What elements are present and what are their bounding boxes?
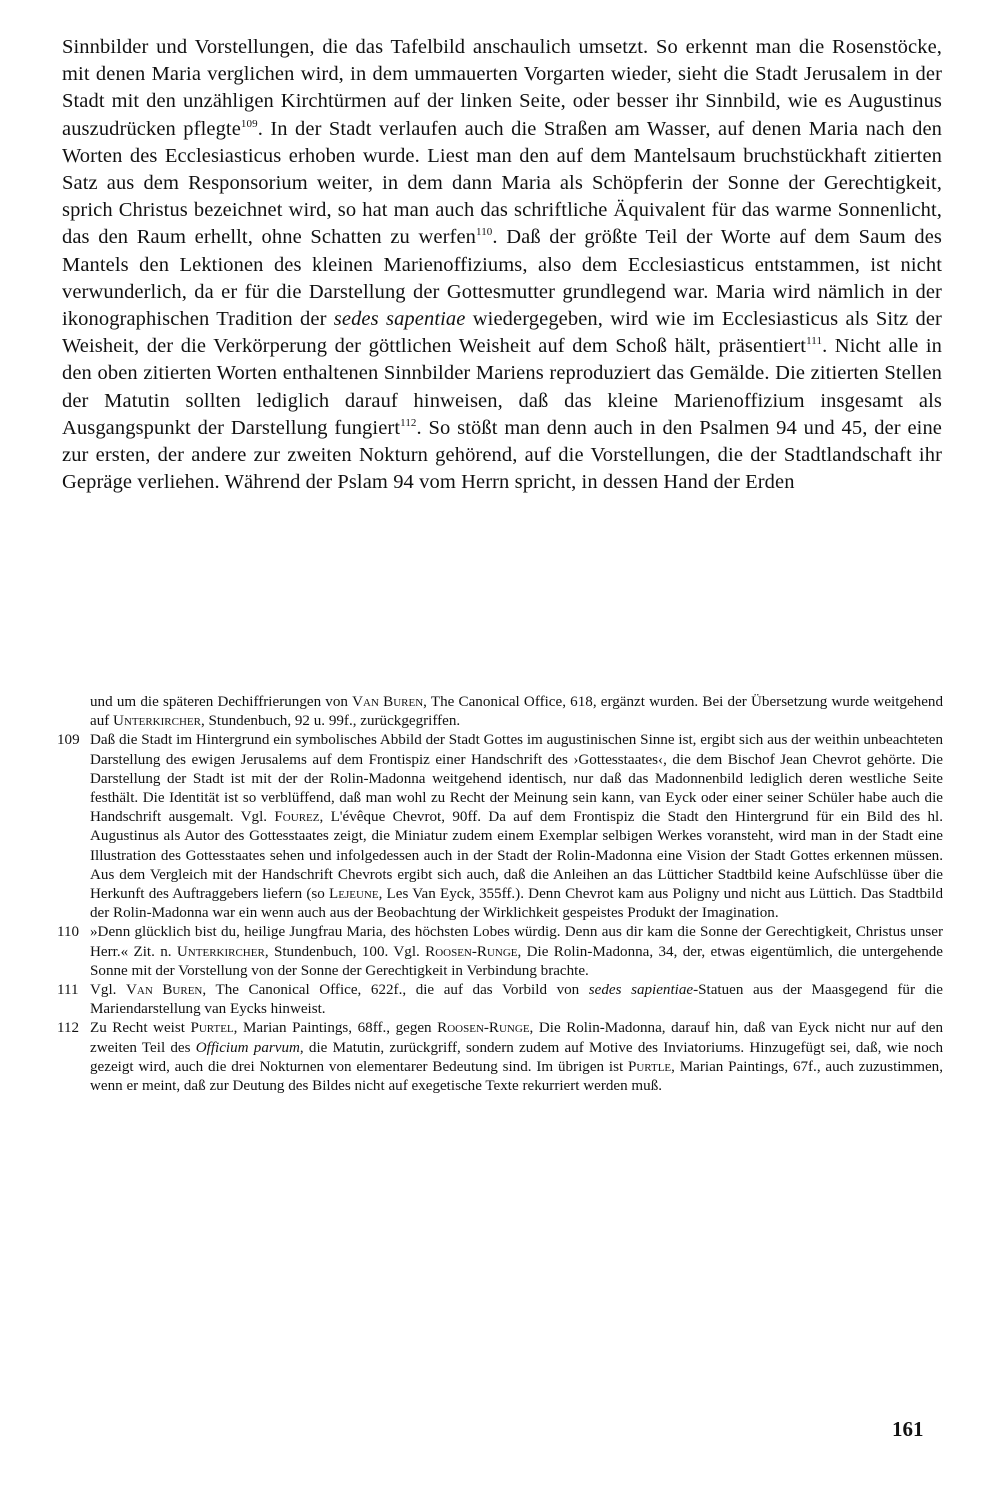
footnote-ref-111: 111 [806, 335, 823, 348]
italic-term: Officium parvum [195, 1039, 300, 1056]
text-run: . In der Stadt verlaufen auch die Straßen am Wasser, auf denen Maria nach den Worten des Ecclesiasticus erhoben wurde. Liest man den auf dem Mantelsaum bruchstückhaft zitierten Satz aus dem Responsorium weiter, in dem dann Maria als Schöpferin der Sonne der Gerechtigkeit, sprich Christus bezeichnet wird, so hat man auch das schriftliche Äquivalent für das warme Sonnenlicht, das den Raum erhellt, ohne Schatten zu werfen [62, 117, 942, 249]
text-run: , Marian Paintings, 68ff., gegen [233, 1020, 438, 1037]
text-run: , Stundenbuch, 92 u. 99f., zurückgegriffen. [200, 713, 461, 730]
page-number: 161 [892, 1417, 924, 1441]
text-run: Sinnbilder und Vorstellungen, die das Tafelbild anschaulich umsetzt. So erkennt man die Rosenstöcke, mit denen Maria verglichen wird, in dem ummauerten Vorgarten wieder, sieht die Stadt Jerusalem in der Stadt mit den unzähligen Kirchtürmen auf der linken Seite, oder besser ihr Sinnbild, wie es Augustinus auszudrücken pflegte [62, 36, 942, 140]
text-run: , die Matutin, zurückgriff, sondern zudem auf Motive des Inviatoriums. Hinzugefügt sei, daß, wie noch gezeigt wird, auch die drei Nokturnen von elementarer Bedeutung sind. Im übrigen ist [90, 1039, 943, 1075]
footnote-ref-112: 112 [400, 416, 417, 429]
text-run: Vgl. [90, 982, 126, 999]
author-name: Van Buren [352, 694, 424, 710]
author-name: Unterkircher [176, 943, 265, 960]
footnote-number: 109 [57, 732, 80, 749]
text-run: , L'évêque Chevrot, 90ff. Da auf dem Frontispiz die Stadt den Hintergrund für ein Bild des hl. Augustinus als Autor des Gottesstaates zeigt, die Miniatur zudem einem Exemplar selbigen Werkes voransteht, wird man in der Stadt eine Illustration des Gottesstaates sehen und infolgedessen auch in der Stadt der Rolin-Madonna eine Vision der Stadt Gottes erkennen müssen. Aus dem Vergleich mit der Handschrift Chevrots ergibt sich auch, daß die Anleihen an das Lütticher Stadtbild keine Aufschlüsse über die Herkunft des Auftraggebers liefern (so [90, 809, 943, 903]
footnote-number: 110 [57, 924, 80, 941]
footnote-continuation [62, 693, 943, 731]
author-name: Purtle [627, 1058, 672, 1075]
text-run: Daß die Stadt im Hintergrund ein symbolisches Abbild der Stadt Gottes im augustinischen Sinne ist, ergibt sich aus der weithin unbeachteten Darstellung des ewigen Jerusalems auf dem Frontispiz einer Handschrift des ›Gottesstaates‹, die dem Bischof Jean Chevrot gehörte. Die Darstellung der Stadt ist mit der der Rolin-Madonna weitgehend identisch, nur daß das Madonnenbild lediglich deren westliche Seite festhält. Die Identität ist so verblüffend, daß man wohl zu Recht der Meinung sein kann, van Eyck oder einer seiner Schüler habe auch die Handschrift ausgemalt. Vgl. [90, 732, 943, 826]
author-name: Lejeune [329, 886, 379, 903]
author-name: Unterkircher [113, 713, 201, 730]
text-run: , Stundenbuch, 100. Vgl. [264, 943, 426, 960]
text-run: , The Canonical Office, 618, ergänzt wurden. Bei der Übersetzung wurde weitgehend auf [90, 694, 943, 730]
text-run: , Die Rolin-Madonna, darauf hin, daß van Eyck nicht nur auf den zweiten Teil des [90, 1020, 944, 1056]
footnote-ref-110: 110 [476, 226, 493, 239]
main-text [62, 34, 942, 496]
footnote-109 [57, 731, 943, 923]
footnotes [57, 693, 944, 1096]
text-run: , Die Rolin-Madonna, 34, der, etwas eigentümlich, die untergehende Sonne mit der Vorstellung von der Sonne der Gerechtigkeit in Verbindung brachte. [90, 943, 943, 979]
text-run: , Marian Paintings, 67f., auch zuzustimmen, wenn er meint, daß zur Deutung des Bildes nicht auf exegetische Texte rekurriert werden muß. [90, 1058, 943, 1095]
text-run: -Statuen aus der Maasgegend für die Mariendarstellung van Eycks hinweist. [90, 982, 944, 1018]
footnote-112 [57, 1019, 944, 1096]
footnote-number: 112 [57, 1020, 80, 1037]
text-run: . Nicht alle in den oben zitierten Worten enthaltenen Sinnbilder Mariens reproduziert das Gemälde. Die zitierten Stellen der Matutin sollten lediglich darauf hinweisen, daß das kleine Marienoffizium insgesamt als Ausgangspunkt der Darstellung fungiert [62, 335, 942, 439]
text-run: . Daß der größte Teil der Worte auf dem Saum des Mantels den Lektionen des kleinen Marienoffiziums, also dem Ecclesiasticus entstammen, ist nicht verwunderlich, da er für die Darstellung der Gottesmutter grundlegend war. Maria wird nämlich in der ikonographischen Tradition der [62, 226, 942, 331]
footnote-ref-109: 109 [240, 117, 258, 130]
italic-term: sedes sapentiae [333, 308, 466, 331]
footnote-110 [57, 923, 943, 981]
author-name: Roosen-Runge [425, 943, 518, 960]
author-name: Roosen-Runge [437, 1020, 530, 1037]
footnote-number: 111 [57, 982, 79, 999]
text-run: und um die späteren Dechiffrierungen von [90, 694, 353, 710]
text-run: . So stößt man denn auch in den Psalmen 94 und 45, der eine zur ersten, der andere zur zweiten Nokturn gehörend, auf die Vorstellungen, die der Stadtlandschaft ihr Gepräge verliehen. Während der Pslam 94 vom Herrn spricht, in dessen Hand der Erden [62, 416, 942, 494]
italic-term: sedes sapientiae [588, 982, 694, 999]
main-paragraph [62, 34, 942, 496]
text-run: »Denn glücklich bist du, heilige Jungfrau Maria, des höchsten Lobes würdig. Denn aus dir kam die Sonne der Gerechtigkeit, Christus unser Herr.« Zit. n. [90, 924, 943, 960]
text-run: Zu Recht weist [90, 1020, 191, 1037]
text-run: wiedergegeben, wird wie im Ecclesiasticus als Sitz der Weisheit, der die Verkörperung der göttlichen Weisheit auf dem Schoß hält, präsentiert [62, 308, 942, 358]
text-run: , The Canonical Office, 622f., die auf das Vorbild von [202, 982, 589, 999]
author-name: Fourez [274, 809, 320, 826]
footnote-111 [57, 981, 944, 1019]
author-name: Purtel [190, 1020, 234, 1037]
text-run: , Les Van Eyck, 355ff.). Denn Chevrot kam aus Poligny und nicht aus Lüttich. Das Stadtbild der Rolin-Madonna war ein wenn auch aus der Beobachtung der Wirklichkeit gespeistes Produkt der Imagination. [90, 886, 943, 922]
author-name: Van Buren [126, 982, 203, 999]
